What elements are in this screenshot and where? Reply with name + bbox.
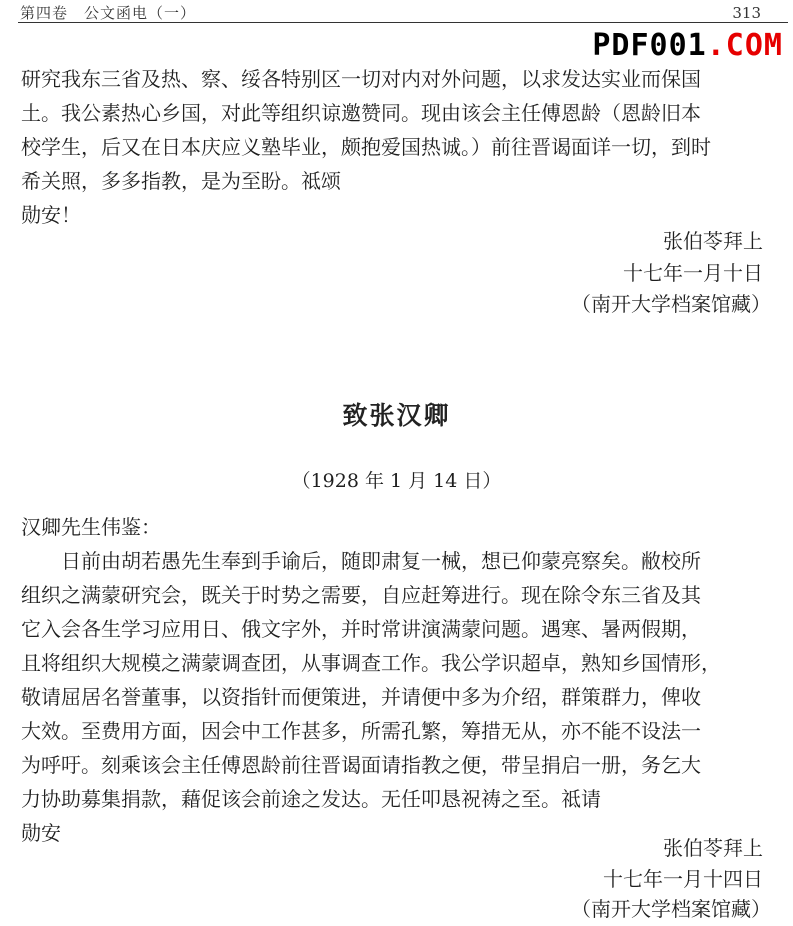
letter2-line-4: 且将组织大规模之满蒙调查团，从事调查工作。我公学识超卓，熟知乡国情形，	[21, 651, 721, 675]
letter2-date: 十七年一月十四日	[603, 867, 763, 891]
letter1-body	[21, 62, 769, 232]
page-number: 313	[732, 4, 761, 22]
watermark-logo	[592, 28, 783, 63]
letter1-line-2: 土。我公素热心乡国，对此等组织谅邀赞同。现由该会主任傅恩龄（恩龄旧本	[21, 101, 701, 125]
letter2-line-3: 它入会各生学习应用日、俄文字外，并时常讲演满蒙问题。遇寒、暑两假期，	[21, 617, 701, 641]
letter2-line-6: 大效。至费用方面，因会中工作甚多，所需孔繁，筹措无从，亦不能不设法一	[21, 719, 701, 743]
watermark-prefix: PDF001	[592, 28, 707, 63]
letter2-salutation: 汉卿先生伟鉴：	[21, 515, 161, 539]
letter2-line-2: 组织之满蒙研究会，既关于时势之需要，自应赶筹进行。现在除令东三省及其	[21, 583, 701, 607]
letter1-line-4: 希关照，多多指教，是为至盼。祗颂	[21, 169, 341, 193]
letter1-archive-note: （南开大学档案馆藏）	[571, 292, 771, 316]
letter2-line-7: 为呼吁。刻乘该会主任傅恩龄前往晋谒面请指教之便，带呈捐启一册，务乞大	[21, 753, 701, 777]
letter1-line-1: 研究我东三省及热、察、绥各特别区一切对内对外问题，以求发达实业而保国	[21, 67, 701, 91]
letter1-date: 十七年一月十日	[623, 261, 763, 285]
header-rule	[18, 22, 788, 23]
letter2-line-1: 日前由胡若愚先生奉到手谕后，随即肃复一械，想已仰蒙亮察矣。敝校所	[61, 549, 701, 573]
letter1-closing: 勋安！	[21, 203, 81, 227]
letter2-date-line: （1928 年 1 月 14 日）	[291, 470, 502, 492]
letter1-line-3: 校学生，后又在日本庆应义塾毕业，颇抱爱国热诚。）前往晋谒面详一切，到时	[21, 135, 711, 159]
letter1-signature: 张伯苓拜上	[663, 229, 763, 253]
letter2-archive-note: （南开大学档案馆藏）	[571, 897, 771, 921]
letter2-closing: 勋安	[21, 821, 61, 845]
letter2-signature: 张伯苓拜上	[663, 836, 763, 860]
letter2-line-5: 敬请屈居名誉董事，以资指针而便策进，并请便中多为介绍，群策群力，俾收	[21, 685, 701, 709]
letter2-line-8: 力协助募集捐款，藉促该会前途之发达。无任叩恳祝祷之至。祗请	[21, 787, 601, 811]
letter2-body	[21, 510, 769, 850]
running-header: 第四卷 公文函电（一）	[20, 4, 197, 22]
letter2-title: 致张汉卿	[342, 401, 451, 430]
watermark-suffix: .COM	[706, 28, 783, 63]
